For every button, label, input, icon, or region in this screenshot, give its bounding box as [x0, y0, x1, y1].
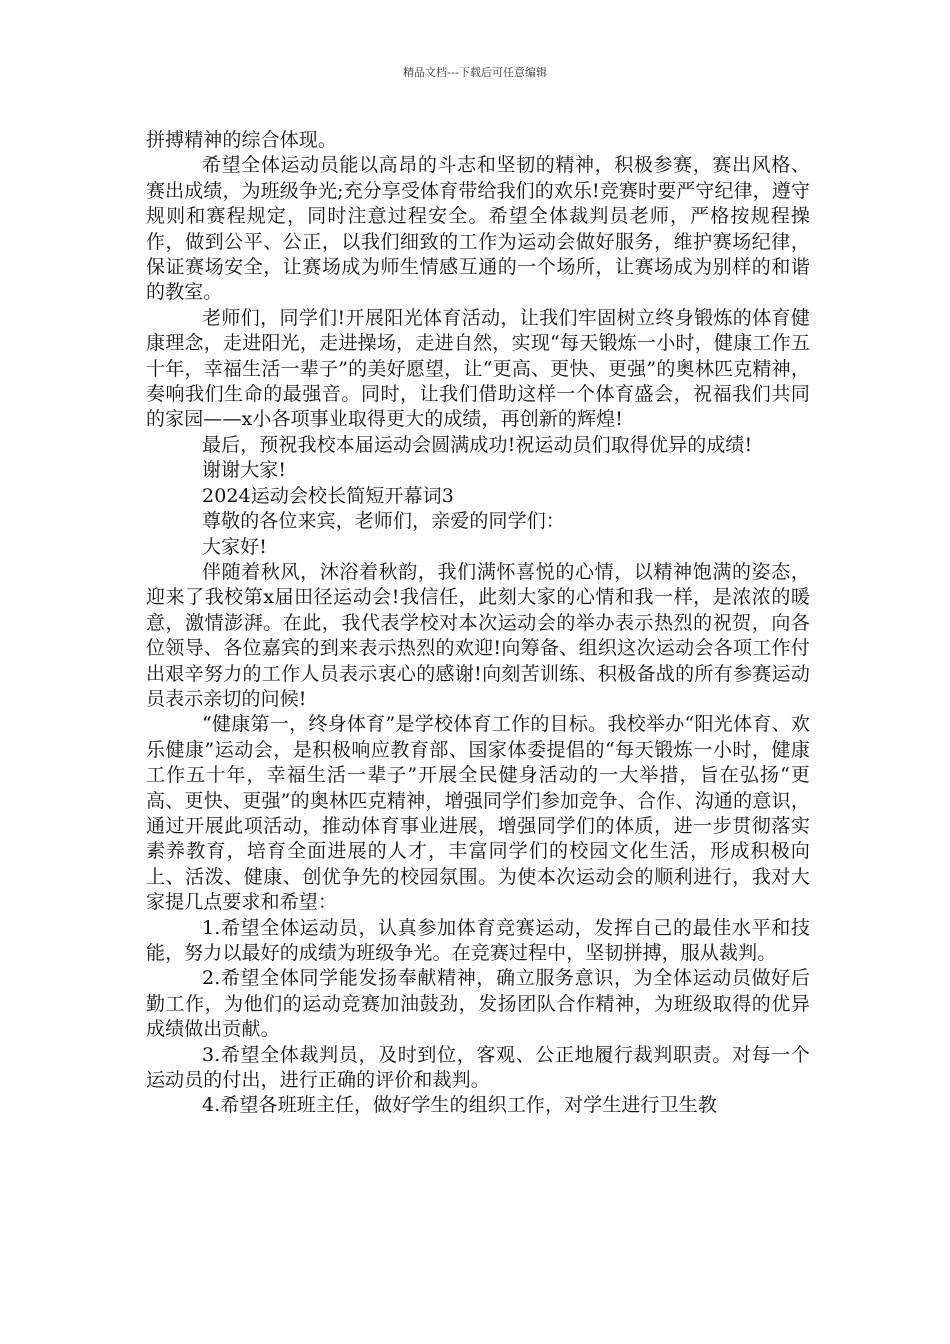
paragraph: 伴随着秋风，沐浴着秋韵，我们满怀喜悦的心情，以精神饱满的姿态，迎来了我校第x届田径运动会!我信任，此刻大家的心情和我一样，是浓浓的暖意，激情澎湃。在此，我代表学校对本次运动会的举办表示热烈的祝贺，向各位领导、各位嘉宾的到来表示热烈的欢迎!向筹备、组织这次运动会各项工作付出艰辛努力的工作人员表示衷心的感谢!向刻苦训练、积极备战的所有参赛运动员表示亲切的问候! — [146, 560, 810, 710]
greeting: 大家好! — [202, 535, 268, 558]
list-item: 4.希望各班班主任，做好学生的组织工作，对学生进行卫生教 — [202, 1094, 717, 1117]
document-body — [146, 128, 810, 1119]
salutation: 尊敬的各位来宾，老师们，亲爱的同学们： — [202, 510, 565, 533]
paragraph: 最后，预祝我校本届运动会圆满成功!祝运动员们取得优异的成绩! — [202, 433, 753, 456]
section-title: 2024运动会校长简短开幕词3 — [202, 484, 454, 507]
paragraph: “健康第一，终身体育”是学校体育工作的目标。我校举办“阳光体育、欢乐健康”运动会，是积极响应教育部、国家体委提倡的“每天锻炼一小时，健康工作五十年，幸福生活一辈子”开展全民健身活动的一大举措，旨在弘扬“更高、更快、更强”的奥林匹克精神，增强同学们参加竞争、合作、沟通的意识，通过开展此项活动，推动体育事业进展，增强同学们的体质，进一步贯彻落实素养教育，培育全面进展的人才，丰富同学们的校园文化生活，形成积极向上、活泼、健康、创优争先的校园氛围。为使本次运动会的顺利进行，我对大家提几点要求和希望： — [146, 713, 810, 914]
paragraph: 谢谢大家! — [202, 459, 287, 482]
list-item: 3.希望全体裁判员，及时到位，客观、公正地履行裁判职责。对每一个运动员的付出，进行正确的评价和裁判。 — [146, 1043, 810, 1092]
paragraph: 希望全体运动员能以高昂的斗志和坚韧的精神，积极参赛，赛出风格、赛出成绩，为班级争光;充分享受体育带给我们的欢乐!竞赛时要严守纪律，遵守规则和赛程规定，同时注意过程安全。希望全体裁判员老师，严格按规程操作，做到公平、公正，以我们细致的工作为运动会做好服务，维护赛场纪律，保证赛场安全，让赛场成为师生情感互通的一个场所，让赛场成为别样的和谐的教室。 — [146, 154, 810, 304]
page-header: 精品文档---下载后可任意编辑 — [403, 66, 547, 79]
list-item: 1.希望全体运动员，认真参加体育竞赛运动，发挥自己的最佳水平和技能，努力以最好的成绩为班级争光。在竞赛过程中，坚韧拼搏，服从裁判。 — [146, 916, 810, 964]
paragraph: 老师们，同学们!开展阳光体育活动，让我们牢固树立终身锻炼的体育健康理念，走进阳光，走进操场，走进自然，实现“每天锻炼一小时，健康工作五十年，幸福生活一辈子”的美好愿望，让“更高、更快、更强”的奥林匹克精神，奏响我们生命的最强音。同时，让我们借助这样一个体育盛会，祝福我们共同的家园——x小各项事业取得更大的成绩，再创新的辉煌! — [146, 306, 810, 431]
list-item: 2.希望全体同学能发扬奉献精神，确立服务意识，为全体运动员做好后勤工作，为他们的运动竞赛加油鼓劲，发扬团队合作精神，为班级取得的优异成绩做出贡献。 — [146, 967, 810, 1041]
paragraph: 拼搏精神的综合体现。 — [146, 129, 338, 151]
